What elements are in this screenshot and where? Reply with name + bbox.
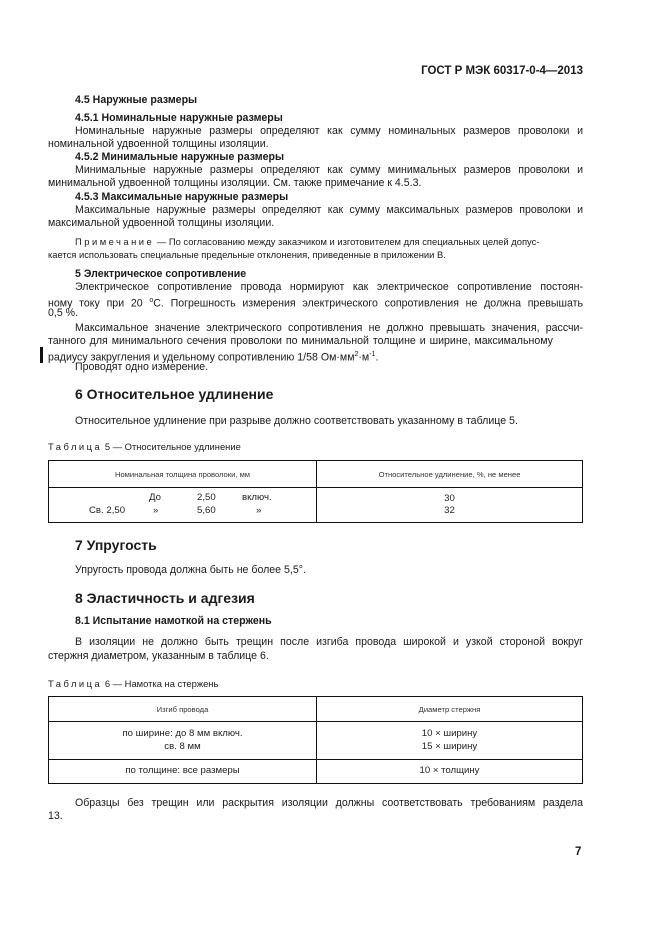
paragraph — [48, 294, 583, 311]
text: включ. — [242, 492, 272, 503]
text: 10 × ширину — [421, 728, 478, 739]
text: по ширине: до 8 мм включ. — [122, 728, 243, 739]
section-4-5-1-title: 4.5.1 Номинальные наружные размеры — [75, 112, 283, 124]
paragraph: Упругость провода должна быть не более 5,5°. — [75, 564, 306, 576]
section-6-title: 6 Относительное удлинение — [75, 386, 274, 402]
section-8-1-title: 8.1 Испытание намоткой на стержень — [75, 615, 272, 627]
table-6 — [48, 696, 583, 784]
table-5-caption — [48, 440, 241, 453]
text: ному току при 20 — [48, 297, 150, 310]
table-label: Таблица — [48, 441, 103, 452]
paragraph: Образцы без трещин или раскрытия изоляции должны соответствовать требованиям раздела — [75, 797, 583, 809]
table-cell — [317, 488, 583, 523]
table-row — [49, 722, 583, 760]
table-6-caption — [48, 677, 218, 690]
table-label: Таблица — [48, 678, 103, 689]
paragraph: Номинальные наружные размеры определяют как сумму номинальных размеров проволоки и — [75, 125, 583, 137]
text: 15 × ширину — [421, 740, 478, 752]
section-4-5-3-title: 4.5.3 Максимальные наружные размеры — [75, 191, 289, 203]
paragraph: Электрическое сопротивление провода нормируют как электрическое сопротивление постоян- — [75, 281, 583, 293]
table-5 — [48, 460, 583, 523]
paragraph: 13. — [48, 810, 63, 822]
text: До — [149, 492, 161, 503]
section-7-title: 7 Упругость — [75, 537, 157, 553]
table-cell — [49, 488, 317, 523]
text: 2,50 — [197, 492, 216, 503]
paragraph: Проводят одно измерение. — [75, 361, 209, 373]
paragraph: Максимальное значение электрического сопротивления не должно превышать значения, рассчи- — [75, 322, 583, 334]
table-cell: 10 × толщину — [317, 760, 583, 784]
section-5-title: 5 Электрическое сопротивление — [75, 268, 247, 280]
document-header: ГОСТ Р МЭК 60317-0-4—2013 — [421, 65, 583, 77]
table-header: Номинальная толщина проволоки, мм — [49, 461, 317, 488]
text: » — [256, 505, 262, 516]
table-header: Изгиб провода — [49, 697, 317, 722]
paragraph: стержня диаметром, указанным в таблице 6. — [48, 650, 269, 662]
page-number: 7 — [575, 846, 582, 858]
paragraph: танного для минимального сечения проволоки по минимальной толщине и ширине, максимальному — [48, 335, 553, 347]
table-row — [49, 760, 583, 784]
table-cell: по толщине: все размеры — [49, 760, 317, 784]
section-4-5-2-title: 4.5.2 Минимальные наружные размеры — [75, 151, 285, 163]
superscript: 2 — [354, 351, 359, 358]
table-header: Диаметр стержня — [317, 697, 583, 722]
table-caption: 5 — Относительное удлинение — [102, 441, 241, 452]
superscript: -1 — [369, 351, 376, 358]
text: » — [153, 505, 159, 516]
text: 32 — [444, 505, 455, 516]
paragraph: номинальной удвоенной толщины изоляции. — [48, 138, 269, 150]
table-header: Относительное удлинение, %, не менее — [317, 461, 583, 488]
change-bar — [40, 347, 43, 363]
note-label: Примечание — [75, 236, 155, 247]
note — [75, 235, 583, 248]
note-text: — По согласованию между заказчиком и изготовителем для специальных целей допус- — [154, 236, 540, 247]
text: 30 — [444, 492, 455, 504]
table-cell — [317, 722, 583, 760]
paragraph: Относительное удлинение при разрыве должно соответствовать указанному в таблице 5. — [75, 415, 518, 427]
text: радиусу закругления и удельному сопротивлению 1/58 Ом·мм — [48, 351, 355, 364]
text: ·м — [358, 351, 370, 364]
table-cell — [49, 722, 317, 760]
paragraph: Минимальные наружные размеры определяют как сумму минимальных размеров проволоки и — [75, 164, 583, 176]
text: св. 8 мм — [164, 740, 201, 752]
paragraph: Максимальные наружные размеры определяют как сумму максимальных размеров проволоки и — [75, 204, 583, 216]
paragraph: 0,5 %. — [48, 307, 79, 319]
note-text: кается использовать специальные предельные отклонения, приведенные в приложении В. — [48, 249, 446, 260]
text: Св. 2,50 — [89, 505, 126, 516]
paragraph: минимальной удвоенной толщины изоляции. См. также примечание к 4.5.3. — [48, 177, 422, 189]
superscript: o — [149, 297, 154, 304]
table-caption: 6 — Намотка на стержень — [102, 678, 219, 689]
paragraph: В изоляции не должно быть трещин после изгиба провода широкой и узкой стороной вокруг — [75, 636, 583, 648]
section-8-title: 8 Эластичность и адгезия — [75, 590, 255, 606]
section-4-5-title: 4.5 Наружные размеры — [75, 94, 198, 106]
table-row — [49, 488, 583, 523]
paragraph: максимальной удвоенной толщины изоляции. — [48, 217, 275, 229]
text: . — [375, 351, 379, 364]
text: 5,60 — [197, 505, 216, 516]
text: С. Погрешность измерения электрического сопротивления не должна превышать — [153, 297, 583, 310]
